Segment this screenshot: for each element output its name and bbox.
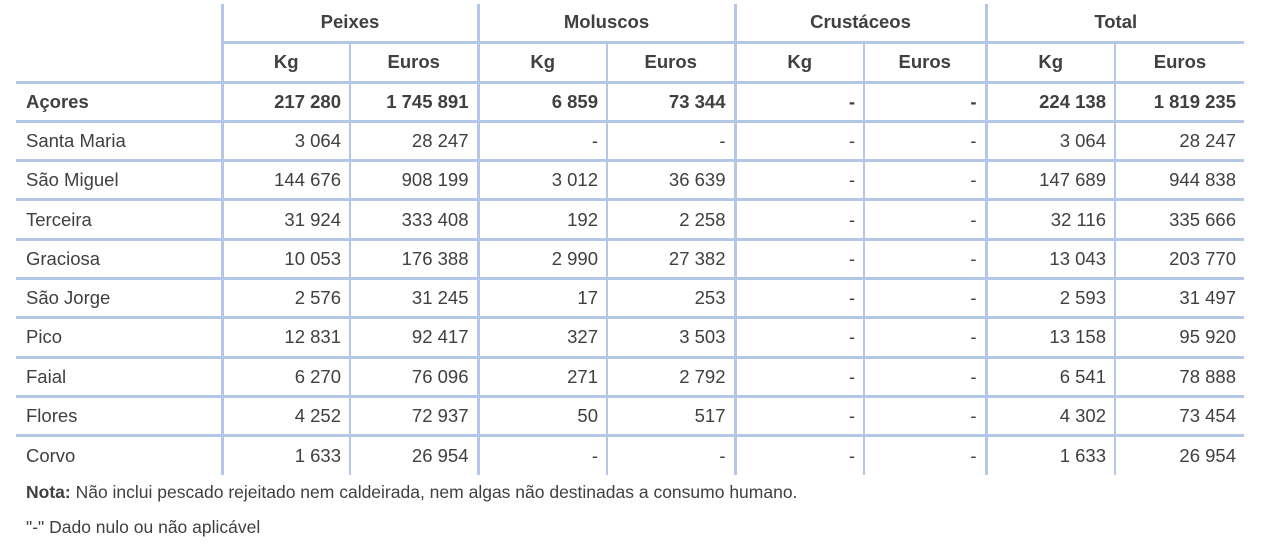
table-row (16, 357, 1244, 396)
unit-header-moluscos-euros: Euros (607, 42, 735, 82)
cell-crustaceos-kg: - (735, 357, 864, 396)
unit-header-peixes-euros: Euros (350, 42, 478, 82)
cell-moluscos-euros: 3 503 (607, 318, 735, 357)
row-label: Açores (16, 82, 222, 121)
cell-total-kg: 13 043 (986, 239, 1115, 278)
cell-peixes-kg: 31 924 (222, 200, 350, 239)
cell-moluscos-euros: - (607, 121, 735, 160)
fishery-table (16, 4, 1244, 475)
cell-peixes-euros: 176 388 (350, 239, 478, 278)
cell-moluscos-kg: 327 (478, 318, 607, 357)
cell-peixes-euros: 72 937 (350, 396, 478, 435)
cell-peixes-kg: 10 053 (222, 239, 350, 278)
cell-total-kg: 3 064 (986, 121, 1115, 160)
cell-total-euros: 73 454 (1115, 396, 1244, 435)
cell-total-euros: 28 247 (1115, 121, 1244, 160)
cell-peixes-kg: 12 831 (222, 318, 350, 357)
cell-total-euros: 95 920 (1115, 318, 1244, 357)
cell-moluscos-euros: 36 639 (607, 161, 735, 200)
cell-peixes-kg: 217 280 (222, 82, 350, 121)
cell-crustaceos-kg: - (735, 82, 864, 121)
unit-header-peixes-kg: Kg (222, 42, 350, 82)
cell-peixes-kg: 6 270 (222, 357, 350, 396)
cell-total-euros: 944 838 (1115, 161, 1244, 200)
note-text: Não inclui pescado rejeitado nem caldeirada, nem algas não destinadas a consumo humano. (70, 482, 798, 502)
cell-crustaceos-euros: - (864, 436, 986, 475)
cell-peixes-kg: 2 576 (222, 278, 350, 317)
table-row (16, 278, 1244, 317)
cell-crustaceos-kg: - (735, 396, 864, 435)
cell-total-euros: 31 497 (1115, 278, 1244, 317)
cell-peixes-euros: 333 408 (350, 200, 478, 239)
cell-moluscos-euros: 73 344 (607, 82, 735, 121)
cell-total-kg: 13 158 (986, 318, 1115, 357)
cell-crustaceos-euros: - (864, 318, 986, 357)
cell-moluscos-euros: 253 (607, 278, 735, 317)
cell-crustaceos-kg: - (735, 239, 864, 278)
cell-crustaceos-euros: - (864, 161, 986, 200)
cell-moluscos-euros: 2 258 (607, 200, 735, 239)
group-header-crustaceos: Crustáceos (735, 4, 986, 42)
cell-total-euros: 335 666 (1115, 200, 1244, 239)
cell-moluscos-kg: 17 (478, 278, 607, 317)
cell-total-euros: 203 770 (1115, 239, 1244, 278)
cell-moluscos-euros: 2 792 (607, 357, 735, 396)
row-label: São Miguel (16, 161, 222, 200)
cell-total-kg: 6 541 (986, 357, 1115, 396)
row-label: Santa Maria (16, 121, 222, 160)
cell-peixes-euros: 26 954 (350, 436, 478, 475)
cell-moluscos-kg: 50 (478, 396, 607, 435)
corner-cell-unit (16, 42, 222, 82)
unit-header-row (16, 42, 1244, 82)
cell-moluscos-kg: 3 012 (478, 161, 607, 200)
cell-moluscos-kg: 2 990 (478, 239, 607, 278)
cell-crustaceos-euros: - (864, 121, 986, 160)
cell-total-euros: 26 954 (1179, 445, 1236, 467)
cell-total-kg: 147 689 (986, 161, 1115, 200)
cell-moluscos-kg: - (478, 121, 607, 160)
unit-header-crustaceos-euros: Euros (864, 42, 986, 82)
table-row (16, 396, 1244, 435)
table-row (16, 121, 1244, 160)
row-label: Terceira (16, 200, 222, 239)
cell-moluscos-kg: - (478, 436, 607, 475)
cell-crustaceos-euros: - (864, 82, 986, 121)
cell-peixes-kg: 4 252 (222, 396, 350, 435)
cell-peixes-kg: 1 633 (222, 436, 350, 475)
cell-peixes-euros: 76 096 (350, 357, 478, 396)
cell-total-kg: 224 138 (986, 82, 1115, 121)
cell-moluscos-euros: - (607, 436, 735, 475)
cell-peixes-kg: 144 676 (222, 161, 350, 200)
unit-header-crustaceos-kg: Kg (735, 42, 864, 82)
group-header-total: Total (986, 4, 1244, 42)
table-row (16, 239, 1244, 278)
cell-crustaceos-euros: - (864, 357, 986, 396)
cell-total-kg: 2 593 (986, 278, 1115, 317)
cell-total-euros: 1 819 235 (1115, 82, 1244, 121)
note-label: Nota: (26, 482, 71, 502)
cell-crustaceos-kg: - (735, 200, 864, 239)
table-row (16, 200, 1244, 239)
note-line (26, 482, 797, 503)
corner-cell (16, 4, 222, 42)
cell-moluscos-kg: 192 (478, 200, 607, 239)
cell-total-kg: 4 302 (986, 396, 1115, 435)
row-label: Faial (16, 357, 222, 396)
unit-header-moluscos-kg: Kg (478, 42, 607, 82)
row-label: Flores (16, 396, 222, 435)
cell-crustaceos-kg: - (735, 318, 864, 357)
cell-crustaceos-euros: - (864, 200, 986, 239)
cell-crustaceos-kg: - (735, 278, 864, 317)
cell-peixes-euros: 28 247 (350, 121, 478, 160)
cell-moluscos-euros: 517 (607, 396, 735, 435)
cell-moluscos-kg: 6 859 (478, 82, 607, 121)
row-label: Corvo (26, 445, 76, 467)
row-label: São Jorge (16, 278, 222, 317)
cell-total-euros: 78 888 (1115, 357, 1244, 396)
cell-total-kg: 1 633 (986, 436, 1115, 475)
cell-crustaceos-kg: - (735, 121, 864, 160)
cell-peixes-euros: 31 245 (350, 278, 478, 317)
table-row (16, 318, 1244, 357)
cell-crustaceos-kg: - (735, 436, 864, 475)
cell-peixes-euros: 908 199 (350, 161, 478, 200)
cell-peixes-kg: 3 064 (222, 121, 350, 160)
row-label: Graciosa (16, 239, 222, 278)
group-header-moluscos: Moluscos (478, 4, 735, 42)
cell-crustaceos-euros: - (864, 278, 986, 317)
table-row (16, 436, 1244, 475)
total-row (16, 82, 1244, 121)
cell-peixes-euros: 1 745 891 (350, 82, 478, 121)
group-header-row (16, 4, 1244, 42)
group-header-peixes: Peixes (222, 4, 478, 42)
cell-total-kg: 32 116 (986, 200, 1115, 239)
cell-moluscos-euros: 27 382 (607, 239, 735, 278)
cell-crustaceos-kg: - (735, 161, 864, 200)
cell-crustaceos-euros: - (864, 396, 986, 435)
cell-peixes-euros: 92 417 (350, 318, 478, 357)
cell-moluscos-kg: 271 (478, 357, 607, 396)
null-legend: "-" Dado nulo ou não aplicável (26, 517, 261, 537)
table-row (16, 161, 1244, 200)
row-label: Pico (16, 318, 222, 357)
cell-crustaceos-euros: - (864, 239, 986, 278)
unit-header-total-euros: Euros (1115, 42, 1244, 82)
unit-header-total-kg: Kg (986, 42, 1115, 82)
